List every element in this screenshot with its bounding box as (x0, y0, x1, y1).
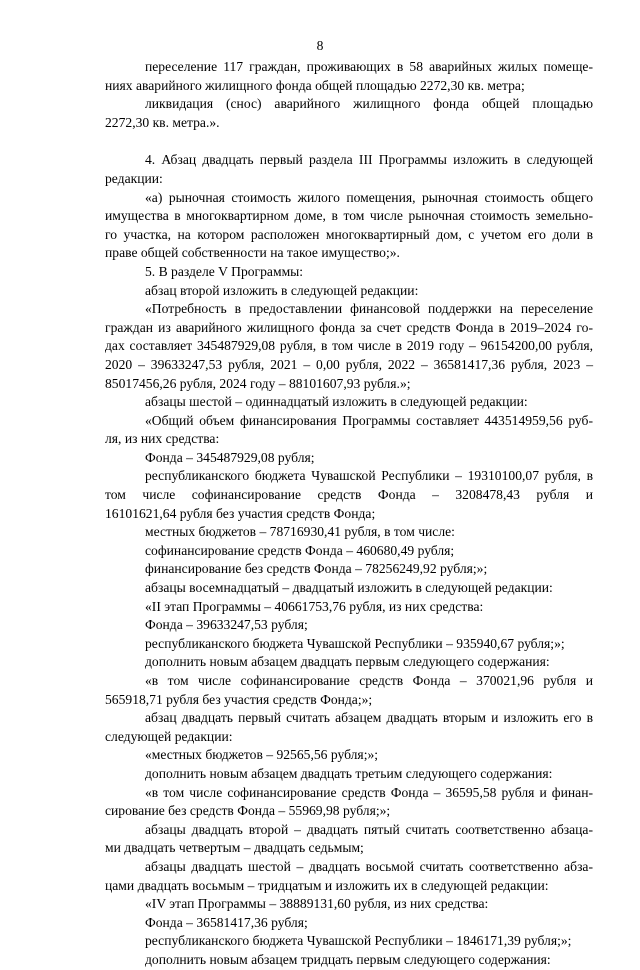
paragraph (105, 449, 593, 468)
paragraph-line: праве общей собственности на такое имущество;». (105, 245, 400, 261)
paragraph-line: дах составляет 345487929,08 рубля, в том числе в 2019 году – 96154200,00 рубля, (105, 338, 593, 354)
paragraph (105, 58, 593, 95)
paragraph-line: граждан из аварийного жилищного фонда за счет средств Фонда в 2019–2024 го- (105, 319, 593, 335)
paragraph-line: 2272,30 кв. метра.». (105, 114, 220, 130)
paragraph (105, 282, 593, 301)
paragraph-line: том числе софинансирование средств Фонда – 3208478,43 рубля и (105, 487, 593, 503)
paragraph (105, 932, 593, 951)
paragraph (105, 858, 593, 895)
paragraph-line: «местных бюджетов – 92565,56 рубля;»; (145, 747, 379, 763)
paragraph (105, 914, 593, 933)
paragraph-line: 85017456,26 рубля, 2024 году – 88101607,93 рубля.»; (105, 375, 411, 391)
paragraph (105, 746, 593, 765)
paragraph (105, 821, 593, 858)
paragraph-line: софинансирование средств Фонда – 460680,49 рубля; (145, 542, 455, 558)
paragraph (105, 579, 593, 598)
paragraph (105, 598, 593, 617)
paragraph-line: Фонда – 39633247,53 рубля; (145, 617, 308, 633)
paragraph-line: республиканского бюджета Чувашской Республики – 1846171,39 рубля;»; (145, 933, 572, 949)
paragraph (105, 412, 593, 449)
paragraph-line: республиканского бюджета Чувашской Республики – 19310100,07 рубля, в (145, 468, 593, 484)
paragraph-line: 4. Абзац двадцать первый раздела III Программы изложить в следующей (145, 152, 593, 168)
paragraph-line: абзацы шестой – одиннадцатый изложить в следующей редакции: (145, 394, 528, 410)
paragraph-line: республиканского бюджета Чувашской Республики – 935940,67 рубля;»; (145, 635, 565, 651)
paragraph (105, 151, 593, 188)
paragraph-line: имущества в многоквартирном доме, в том числе рыночная стоимость земельно- (105, 208, 593, 224)
paragraph-line: абзацы двадцать второй – двадцать пятый считать соответственно абзаца- (145, 821, 593, 837)
paragraph-line: Фонда – 345487929,08 рубля; (145, 449, 315, 465)
paragraph (105, 542, 593, 561)
paragraph-line: 2020 – 39633247,53 рубля, 2021 – 0,00 рубля, 2022 – 36581417,36 рубля, 2023 – (105, 356, 593, 372)
paragraph-line: ниях аварийного жилищного фонда общей площадью 2272,30 кв. метра; (105, 77, 525, 93)
paragraph-line: дополнить новым абзацем тридцать первым следующего содержания: (145, 951, 551, 967)
paragraph-line: ля, из них средства: (105, 431, 220, 447)
paragraph-line: ми двадцать четвертым – двадцать седьмым; (105, 840, 364, 856)
paragraph-line: переселение 117 граждан, проживающих в 58 аварийных жилых помеще- (145, 59, 593, 74)
paragraph (105, 709, 593, 746)
document-body (105, 58, 593, 970)
paragraph-line: Фонда – 36581417,36 рубля; (145, 914, 308, 930)
paragraph-line: абзац второй изложить в следующей редакции: (145, 282, 419, 298)
paragraph (105, 635, 593, 654)
paragraph-line: ликвидация (снос) аварийного жилищного фонда общей площадью (145, 96, 593, 112)
paragraph (105, 616, 593, 635)
paragraph-line: финансирование без средств Фонда – 78256249,92 рубля;»; (145, 561, 488, 577)
paragraph-line: «в том числе софинансирование средств Фонда – 370021,96 рубля и (145, 673, 593, 688)
paragraph-line: 5. В разделе V Программы: (145, 263, 304, 279)
paragraph-line: абзацы двадцать шестой – двадцать восьмой считать соответственно абза- (145, 858, 593, 874)
paragraph-line: абзац двадцать первый считать абзацем двадцать вторым и изложить его в (145, 710, 593, 726)
paragraph-line: сирование без средств Фонда – 55969,98 рубля;»; (105, 803, 391, 819)
paragraph-line: местных бюджетов – 78716930,41 рубля, в том числе: (145, 524, 455, 540)
paragraph-line: «Потребность в предоставлении финансовой поддержки на переселение (145, 301, 593, 317)
paragraph-line: цами двадцать восьмым – тридцатым и изложить их в следующей редакции: (105, 877, 549, 893)
paragraph-line: следующей редакции: (105, 728, 233, 744)
paragraph (105, 653, 593, 672)
paragraph (105, 895, 593, 914)
paragraph (105, 95, 593, 132)
paragraph (105, 560, 593, 579)
paragraph (105, 672, 593, 709)
paragraph-line: 565918,71 рубля без участия средств Фонда;»; (105, 691, 373, 707)
paragraph (105, 393, 593, 412)
paragraph-line: «а) рыночная стоимость жилого помещения, рыночная стоимость общего (145, 189, 593, 205)
paragraph (105, 263, 593, 282)
paragraph-line: «II этап Программы – 40661753,76 рубля, из них средства: (145, 598, 484, 614)
paragraph (105, 189, 593, 263)
paragraph-line: абзацы восемнадцатый – двадцатый изложить в следующей редакции: (145, 580, 553, 596)
page-number: 8 (316, 38, 324, 53)
paragraph (105, 467, 593, 523)
paragraph (105, 523, 593, 542)
paragraph-line: редакции: (105, 170, 163, 186)
paragraph-line: «IV этап Программы – 38889131,60 рубля, из них средства: (145, 896, 489, 912)
paragraph-line: го участка, на котором расположен многоквартирный дом, с учетом его доли в (105, 226, 593, 242)
paragraph (105, 951, 593, 970)
paragraph-line: дополнить новым абзацем двадцать первым следующего содержания: (145, 654, 550, 670)
paragraph-line: дополнить новым абзацем двадцать третьим следующего содержания: (145, 765, 553, 781)
paragraph-line: «Общий объем финансирования Программы составляет 443514959,56 руб- (145, 412, 593, 428)
paragraph-line: 16101621,64 рубля без участия средств Фонда; (105, 505, 376, 521)
paragraph (105, 300, 593, 393)
paragraph (105, 765, 593, 784)
paragraph-line: «в том числе софинансирование средств Фонда – 36595,58 рубля и финан- (145, 784, 593, 800)
paragraph (105, 784, 593, 821)
